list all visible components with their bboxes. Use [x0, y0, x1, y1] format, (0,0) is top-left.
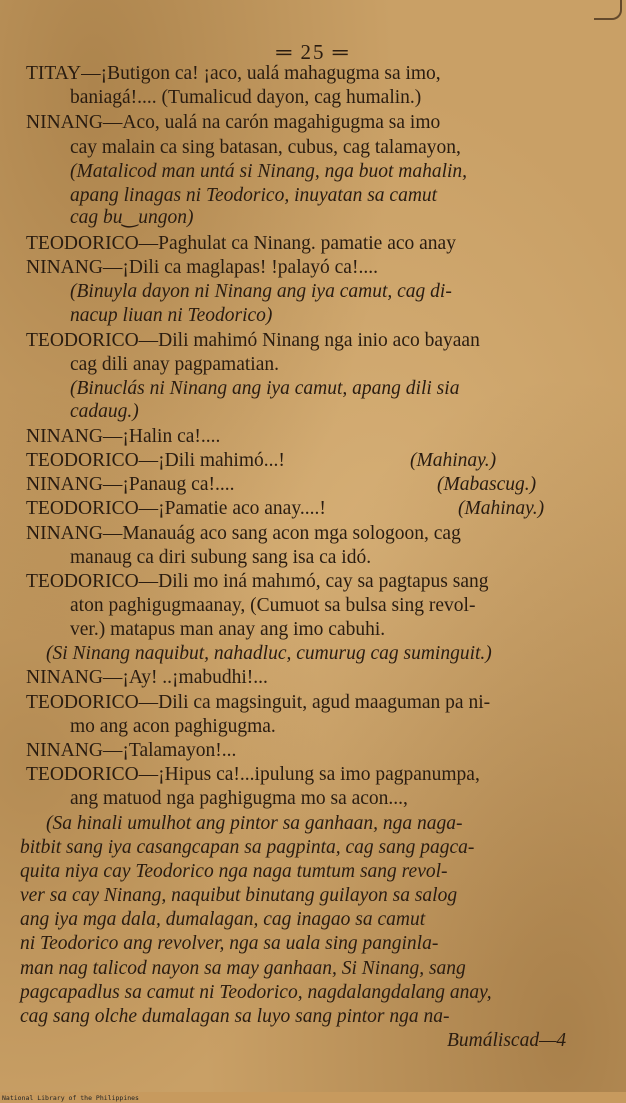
- text-line: Bumáliscad—4: [447, 1030, 567, 1051]
- text-line: (Binuclás ni Ninang ang iya camut, apang dili sia: [70, 378, 460, 399]
- text-line: ang iya mga dala, dumalagan, cag inagao sa camut: [20, 909, 426, 930]
- text-line: NINANG—¡Ay! ..¡mabudhi!...: [26, 667, 268, 688]
- text-line: NINANG—Manauág aco sang acon mga sologoon, cag: [26, 523, 461, 544]
- text-line: TEODORICO—Dili ca magsinguit, agud maaguman pa ni-: [26, 692, 491, 713]
- text-line: NINANG—¡Dili ca maglapas! !palayó ca!....: [26, 257, 378, 278]
- text-line: ni Teodorico ang revolver, nga sa uala sing panginla-: [20, 933, 439, 954]
- text-line: NINANG—¡Halin ca!....: [26, 426, 221, 447]
- text-line: man nag talicod nayon sa may ganhaan, Si Ninang, sang: [20, 958, 466, 979]
- text-line: pagcapadlus sa camut ni Teodorico, nagdalangdalang anay,: [20, 982, 492, 1003]
- text-line: baniagá!.... (Tumalicud dayon, cag humalin.): [70, 87, 422, 108]
- text-line: TEODORICO—Paghulat ca Ninang. pamatie aco anay: [26, 233, 456, 254]
- text-line: quita niya cay Teodorico nga naga tumtum sang revol-: [20, 861, 448, 882]
- text-line: (Sa hinali umulhot ang pintor sa ganhaan, nga naga-: [46, 813, 463, 834]
- text-line: ver sa cay Ninang, naquibut binutang guilayon sa salog: [20, 885, 458, 906]
- text-line: (Mahinay.): [458, 498, 545, 519]
- text-line: TEODORICO—Dili mahimó Ninang nga inio aco bayaan: [26, 330, 480, 351]
- text-line: (Si Ninang naquibut, nahadluc, cumurug cag suminguit.): [46, 643, 492, 664]
- text-line: ang matuod nga paghigugma mo sa acon...,: [70, 788, 408, 809]
- text-line: (Mahinay.): [410, 450, 497, 471]
- text-line: TEODORICO—¡Pamatie aco anay....!: [26, 498, 326, 519]
- text-line: NINANG—¡Talamayon!...: [26, 740, 237, 761]
- text-line: TITAY—¡Butigon ca! ¡aco, ualá mahagugma sa imo,: [26, 63, 441, 84]
- text-line: manaug ca diri subung sang isa ca idó.: [70, 547, 372, 568]
- text-line: NINANG—Aco, ualá na carón magahigugma sa imo: [26, 112, 441, 133]
- text-line: mo ang acon paghigugma.: [70, 716, 276, 737]
- text-line: TEODORICO—¡Dili mahimó...!: [26, 450, 285, 471]
- text-line: cag sang olche dumalagan sa luyo sang pintor nga na-: [20, 1006, 450, 1027]
- text-line: TEODORICO—¡Hipus ca!...ipulung sa imo pagpanumpa,: [26, 764, 480, 785]
- text-line: (Binuyla dayon ni Ninang ang iya camut, cag di-: [70, 281, 452, 302]
- text-line: aton paghigugmaanay, (Cumuot sa bulsa sing revol-: [70, 595, 476, 616]
- text-line: NINANG—¡Panaug ca!....: [26, 474, 235, 495]
- library-footer: National Library of the Philippines: [2, 1094, 139, 1102]
- text-line: cag dili anay pagpamatian.: [70, 354, 279, 375]
- page-number: ═ 25 ═: [276, 40, 350, 64]
- text-line: TEODORICO—Dili mo iná mahımó, cay sa pagtapus sang: [26, 571, 489, 592]
- text-line: cag bu‿ungon): [70, 207, 194, 228]
- text-line: (Matalicod man untá si Ninang, nga buot mahalin,: [70, 161, 468, 182]
- text-line: bitbit sang iya casangcapan sa pagpinta, cag sang pagca-: [20, 837, 475, 858]
- text-line: (Mabascug.): [437, 474, 537, 495]
- text-line: ver.) matapus man anay ang imo cabuhi.: [70, 619, 386, 640]
- corner-fold-mark: [594, 0, 622, 20]
- text-line: cadaug.): [70, 401, 139, 422]
- text-line: cay malain ca sing batasan, cubus, cag talamayon,: [70, 137, 461, 158]
- text-line: nacup liuan ni Teodorico): [70, 305, 273, 326]
- text-line: apang linagas ni Teodorico, inuyatan sa camut: [70, 185, 438, 206]
